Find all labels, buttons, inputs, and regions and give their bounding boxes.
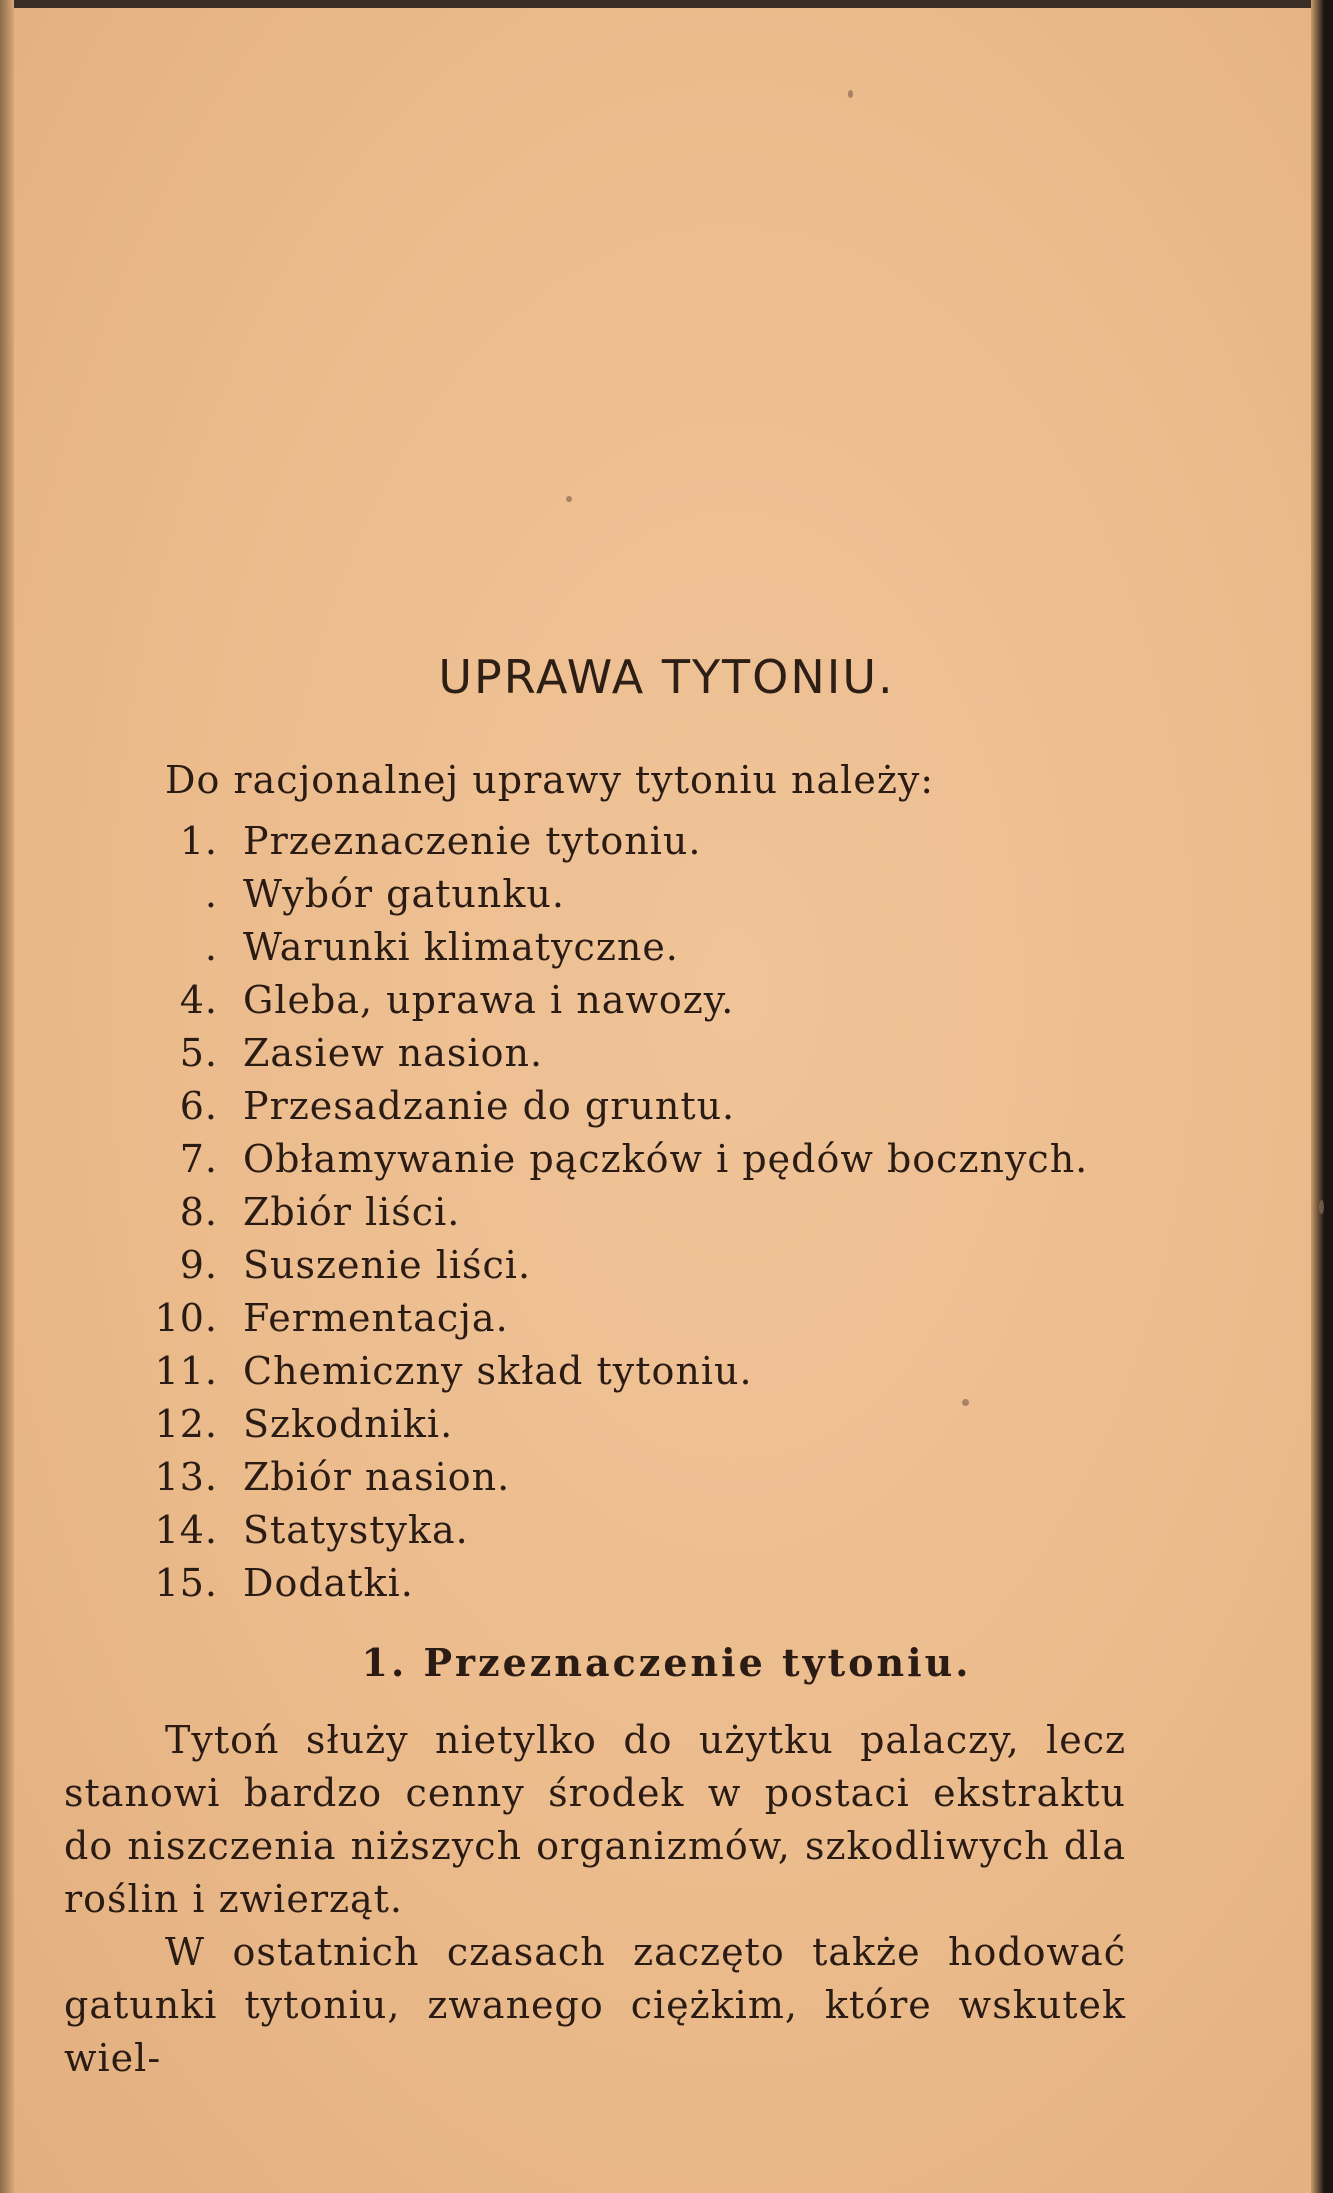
toc-label: Zbiór liści. <box>243 1190 461 1234</box>
toc-item <box>0 1451 1200 1504</box>
toc-number: 12. <box>154 1402 218 1446</box>
toc-label: Dodatki. <box>243 1561 414 1605</box>
toc-label: Statystyka. <box>243 1508 469 1552</box>
toc-label: Wybór gatunku. <box>243 872 565 916</box>
toc-item <box>0 1239 1200 1292</box>
toc-item <box>0 1027 1200 1080</box>
toc-number: 10. <box>154 1296 218 1340</box>
section-heading: 1. Przeznaczenie tytoniu. <box>361 1640 972 1685</box>
toc-number: . <box>204 872 218 916</box>
paper-speck <box>848 90 853 98</box>
toc-label: Przesadzanie do gruntu. <box>243 1084 736 1128</box>
toc-label: Zbiór nasion. <box>243 1455 511 1499</box>
toc-item <box>0 974 1200 1027</box>
toc-item <box>0 815 1200 868</box>
intro-line: Do racjonalnej uprawy tytoniu należy: <box>165 758 935 802</box>
toc-item <box>0 1504 1200 1557</box>
toc-label: Przeznaczenie tytoniu. <box>243 819 702 863</box>
toc-item <box>0 921 1200 974</box>
toc-number: . <box>204 925 218 969</box>
toc-item <box>0 1292 1200 1345</box>
page-top-edge <box>0 0 1333 8</box>
toc-number: 15. <box>154 1561 218 1605</box>
toc-item <box>0 1345 1200 1398</box>
body-paragraph: W ostatnich czasach zaczęto także hodować gatunki tytoniu, zwanego ciężkim, które wskutek wiel- <box>64 1930 1126 2080</box>
body-paragraph: Tytoń służy nietylko do użytku palaczy, lecz stanowi bardzo cenny środek w postaci ekstraktu do niszczenia niższych organizmów, szkodliwych dla roślin i zwierząt. <box>64 1718 1126 1921</box>
toc-number: 11. <box>154 1349 218 1393</box>
toc-label: Szkodniki. <box>243 1402 454 1446</box>
page-title: UPRAWA TYTONIU. <box>438 650 895 704</box>
toc-number: 14. <box>154 1508 218 1552</box>
table-of-contents <box>0 815 1200 1610</box>
toc-number: 4. <box>179 978 218 1022</box>
toc-label: Warunki klimatyczne. <box>243 925 679 969</box>
toc-number: 5. <box>179 1031 218 1075</box>
toc-label: Fermentacja. <box>243 1296 509 1340</box>
toc-label: Zasiew nasion. <box>243 1031 544 1075</box>
toc-number: 8. <box>179 1190 218 1234</box>
toc-label: Suszenie liści. <box>243 1243 532 1287</box>
toc-number: 6. <box>179 1084 218 1128</box>
toc-number: 1. <box>179 819 218 863</box>
toc-item <box>0 1133 1200 1186</box>
toc-item <box>0 1398 1200 1451</box>
toc-label: Obłamywanie pączków i pędów bocznych. <box>243 1137 1089 1181</box>
toc-item <box>0 1186 1200 1239</box>
toc-item <box>0 868 1200 921</box>
toc-label: Gleba, uprawa i nawozy. <box>243 978 735 1022</box>
toc-number: 13. <box>154 1455 218 1499</box>
toc-item <box>0 1080 1200 1133</box>
paper-speck <box>566 496 572 502</box>
toc-item <box>0 1557 1200 1610</box>
paper-speck <box>1319 1200 1324 1214</box>
toc-label: Chemiczny skład tytoniu. <box>243 1349 753 1393</box>
page-right-edge <box>1311 0 1333 2193</box>
toc-number: 7. <box>179 1137 218 1181</box>
toc-number: 9. <box>179 1243 218 1287</box>
